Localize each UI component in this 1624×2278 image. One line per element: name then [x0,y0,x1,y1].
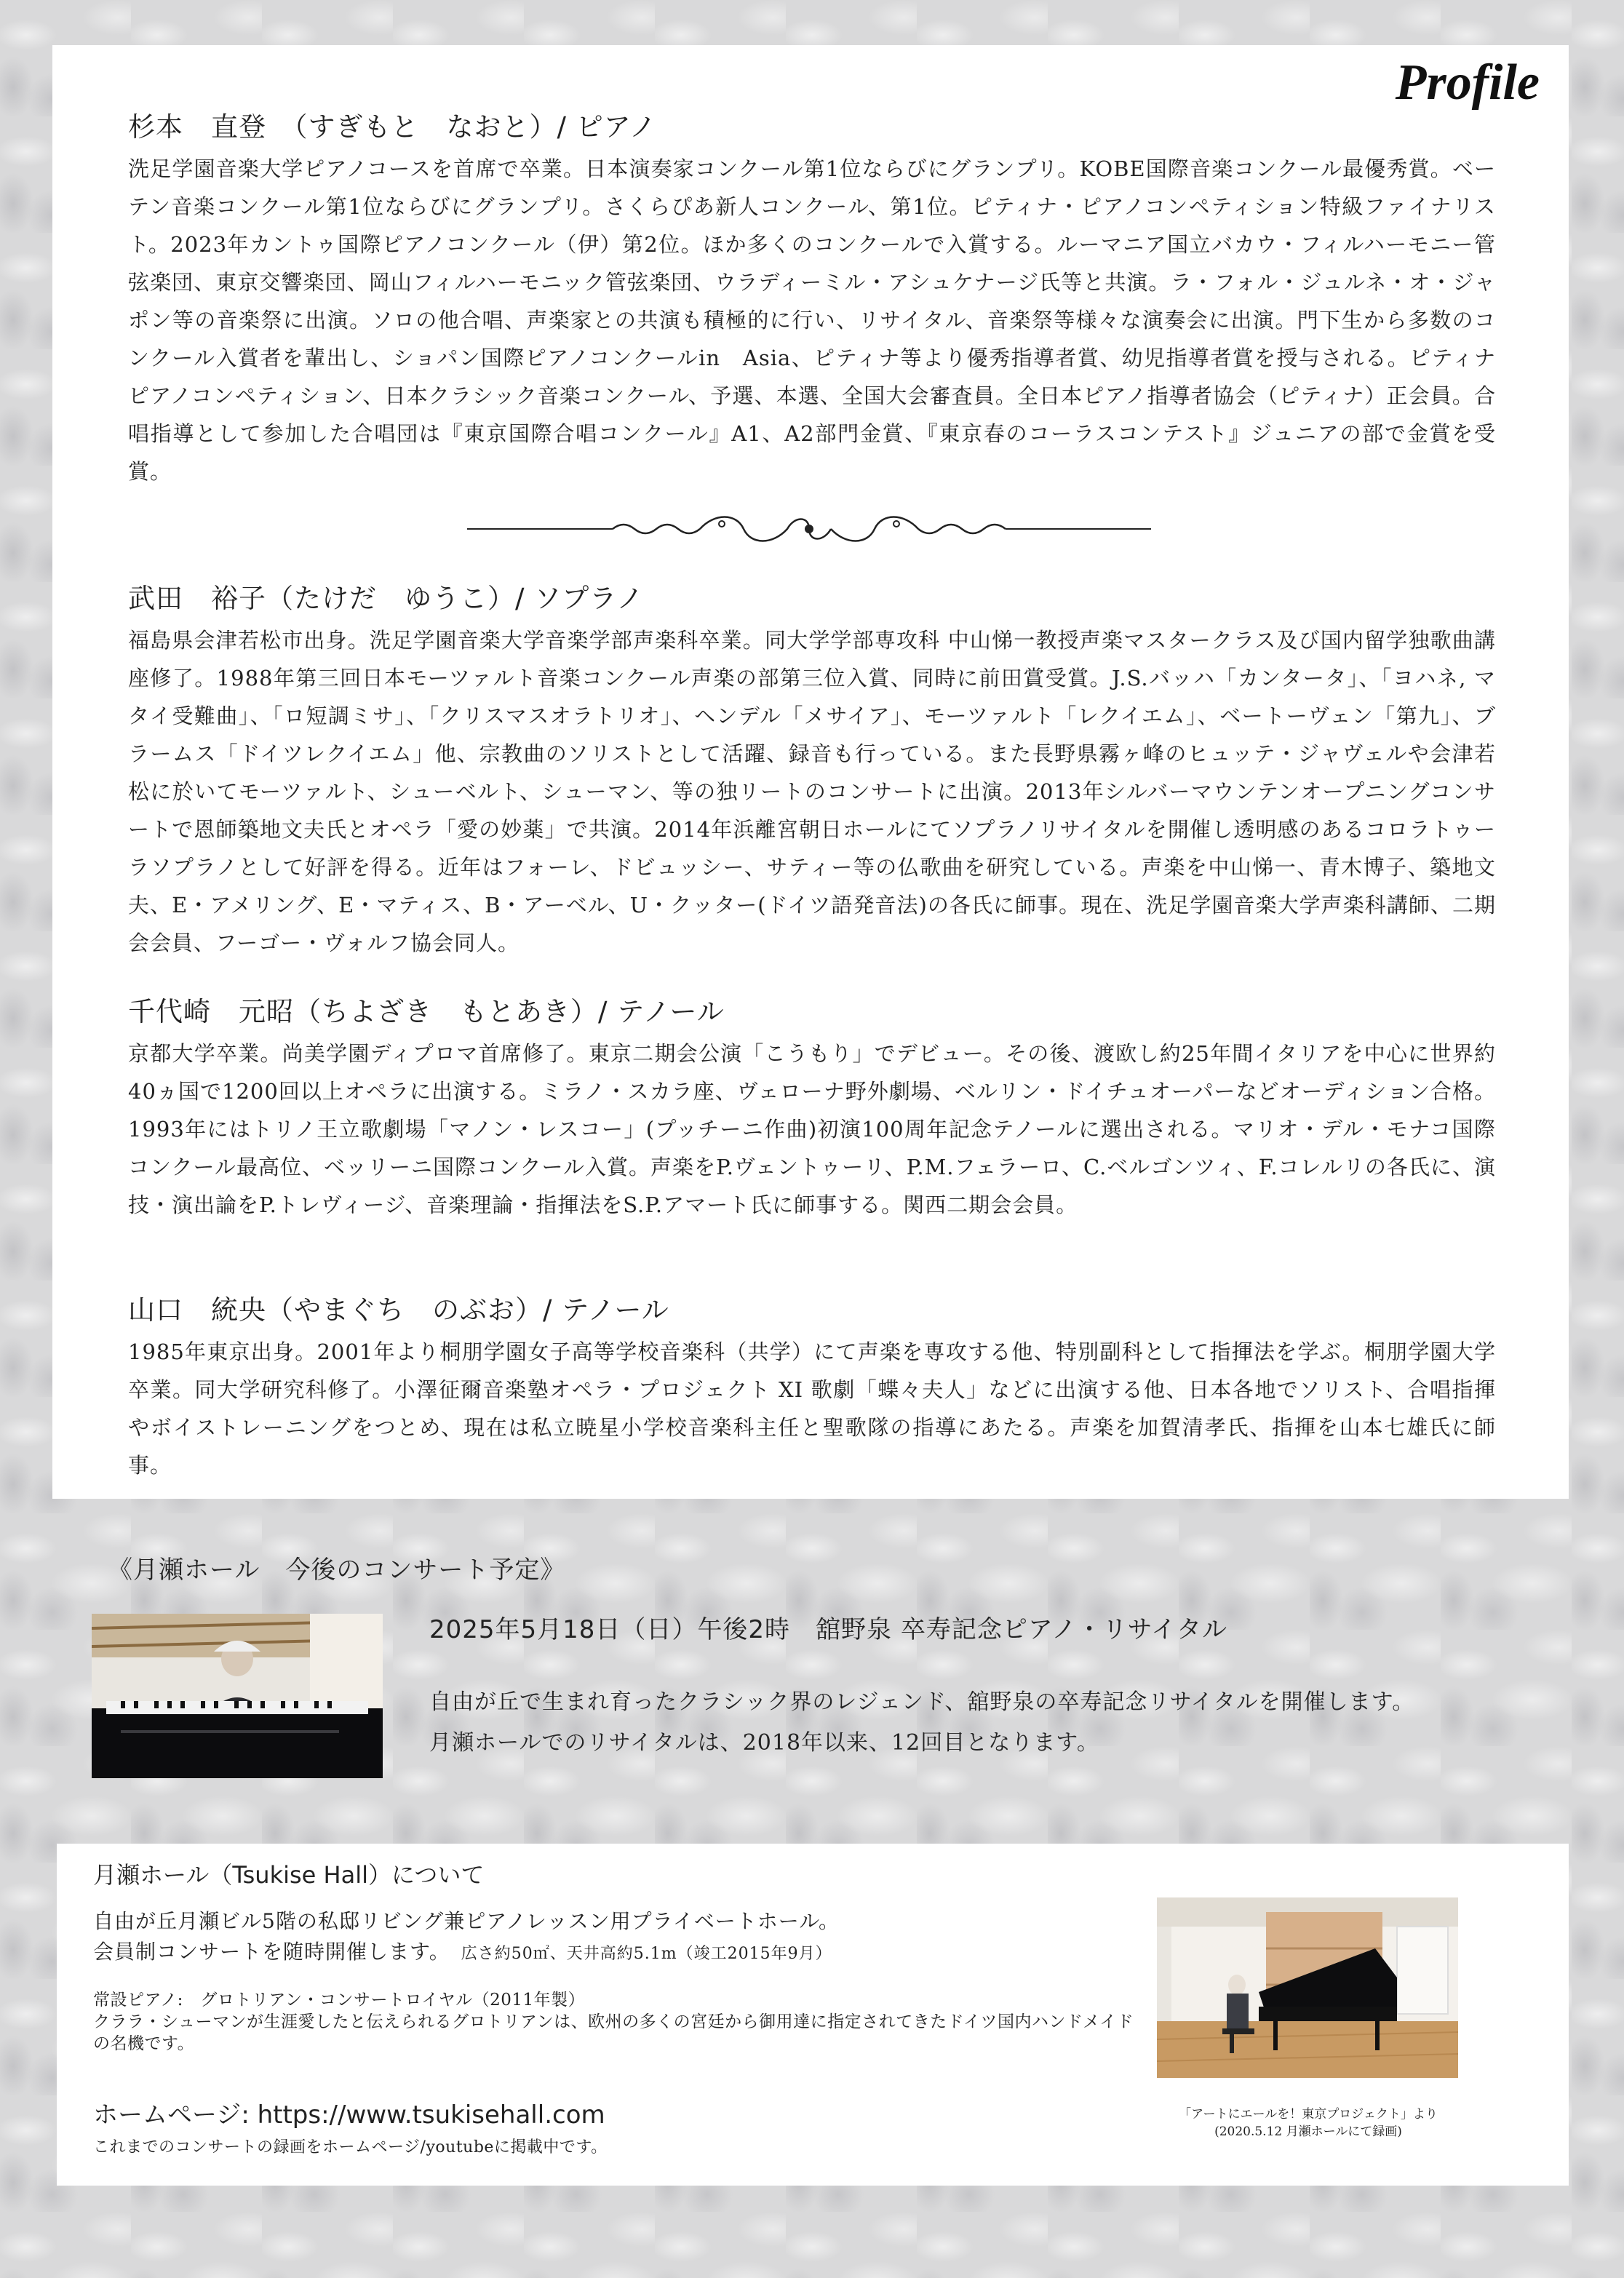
pianist-photo [92,1614,383,1778]
person-bio: 1985年東京出身。2001年より桐朋学園女子高等学校音楽科（共学）にて声楽を専攻する他、特別副科として指揮法を学ぶ。桐朋学園大学卒業。同大学研究科修了。小澤征爾音楽塾オペラ・プロジェクト XI 歌劇「蝶々夫人」などに出演する他、日本各地でソリスト、合唱指揮やボイストレーニングをつとめ、現在は私立暁星小学校音楽科主任と聖歌隊の指導にあたる。声楽を加賀清孝氏、指揮を山本七雄氏に師事。 [128,1339,1496,1478]
piano-name: 常設ピアノ: グロトリアン・コンサートロイヤル（2011年製） [93,1991,586,2010]
schedule-heading: 《月瀬ホール 今後のコンサート予定》 [108,1556,566,1585]
hall-photo-caption [1134,2106,1483,2140]
hall-desc-line: 自由が丘月瀬ビル5階の私邸リビング兼ピアノレッスン用プライベートホール。 [93,1909,840,1933]
recording-note: これまでのコンサートの録画をホームページ/youtubeに掲載中です。 [93,2138,608,2156]
homepage-link[interactable]: ホームページ: https://www.tsukisehall.com [93,2100,605,2130]
profile-takeda [128,576,1496,962]
person-name: 千代崎 元昭（ちよざき もとあき）/ テノール [128,996,725,1027]
concert-title: 2025年5月18日（日）午後2時 舘野泉 卒寿記念ピアノ・リサイタル [429,1615,1228,1644]
profile-sugimoto [128,105,1496,490]
piano-description: クララ・シューマンが生涯愛したと伝えられるグロトリアンは、欧州の多くの宮廷から御用達に指定されてきたドイツ国内ハンドメイドの名機です。 [93,2012,1134,2053]
hall-desc-text: 会員制コンサートを随時開催します。 [93,1940,440,1964]
concert-description [429,1682,1414,1764]
person-bio: 洗足学園音楽大学ピアノコースを首席で卒業。日本演奏家コンクール第1位ならびにグランプリ。KOBE国際音楽コンクール最優秀賞。ベーテン音楽コンクール第1位ならびにグランプリ。さくらぴあ新人コンクール、第1位。ピティナ・ピアノコンペティション特級ファイナリスト。2023年カントゥ国際ピアノコンクール（伊）第2位。ほか多くのコンクールで入賞する。ルーマニア国立バカウ・フィルハーモニー管弦楽団、東京交響楽団、岡山フィルハーモニック管弦楽団、ウラディーミル・アシュケナージ氏等と共演。ラ・フォル・ジュルネ・オ・ジャポン等の音楽祭に出演。ソロの他合唱、声楽家との共演も積極的に行い、リサイタル、音楽祭等様々な演奏会に出演。門下生から多数のコンクール入賞者を輩出し、ショパン国際ピアノコンクールin Asia、ピティナ等より優秀指導者賞、幼児指導者賞を授与される。ピティナピアノコンペティション、日本クラシック音楽コンクール、予選、本選、全国大会審査員。全日本ピアノ指導者協会（ピティナ）正会員。合唱指導として参加した合唱団は『東京国際合唱コンクール』A1、A2部門金賞、『東京春のコーラスコンテスト』ジュニアの部で金賞を受賞。 [128,156,1496,484]
person-name: 山口 統央（やまぐち のぶお）/ テノール [128,1294,669,1326]
profile-yamaguchi [128,1288,1496,1484]
profile-chiyozaki [128,989,1496,1224]
profile-title: Profile [1395,55,1540,111]
profile-panel [52,45,1569,1499]
person-name: 武田 裕子（たけだ ゆうこ）/ ソプラノ [128,583,645,614]
caption-line: 「アートにエールを！東京プロジェクト」より [1179,2107,1438,2122]
hall-description [93,1906,840,1970]
caption-line: (2020.5.12 月瀬ホールにて録画) [1214,2124,1402,2139]
person-name: 杉本 直登 （すぎもと なおと）/ ピアノ [128,111,657,143]
concert-desc-line: 月瀬ホールでのリサイタルは、2018年以来、12回目となります。 [429,1730,1099,1756]
hall-desc-line [93,1937,840,1970]
hall-panel [57,1844,1569,2186]
concert-desc-line: 自由が丘で生まれ育ったクラシック界のレジェンド、舘野泉の卒寿記念リサイタルを開催します。 [429,1689,1415,1715]
person-bio: 京都大学卒業。尚美学園ディプロマ首席修了。東京二期会公演「こうもり」でデビュー。その後、渡欧し約25年間イタリアを中心に世界約40ヵ国で1200回以上オペラに出演する。ミラノ・スカラ座、ヴェローナ野外劇場、ベルリン・ドイチュオーパーなどオーディション合格。1993年にはトリノ王立歌劇場「マノン・レスコー」(プッチーニ作曲)初演100周年記念テノールに選出される。マリオ・デル・モナコ国際コンクール最高位、ベッリーニ国際コンクール入賞。声楽をP.ヴェントゥーリ、P.M.フェラーロ、C.ベルゴンツィ、F.コレルリの各氏に、演技・演出論をP.トレヴィージ、音楽理論・指揮法をS.P.アマート氏に師事する。関西二期会会員。 [128,1041,1496,1217]
ornament-divider [467,511,1151,547]
hall-photo [1157,1897,1458,2078]
hall-heading: 月瀬ホール（Tsukise Hall）について [93,1861,485,1889]
hall-piano-info [93,1989,1148,2055]
person-bio: 福島県会津若松市出身。洗足学園音楽大学音楽学部声楽科卒業。同大学学部専攻科 中山悌一教授声楽マスタークラス及び国内留学独歌曲講座修了。1988年第三回日本モーツァルト音楽コンクール声楽の部第三位入賞、同時に前田賞受賞。J.S.バッハ「カンタータ」、「ヨハネ, マタイ受難曲」、「ロ短調ミサ」、「クリスマスオラトリオ」、ヘンデル「メサイア」、モーツァルト「レクイエム」、ベートーヴェン「第九」、ブラームス「ドイツレクイエム」他、宗教曲のソリストとして活躍、録音も行っている。また長野県霧ヶ峰のヒュッテ・ジャヴェルや会津若松に於いてモーツァルト、シューベルト、シューマン、等の独リートのコンサートに出演。2013年シルバーマウンテンオープニングコンサートで恩師築地文夫氏とオペラ「愛の妙薬」で共演。2014年浜離宮朝日ホールにてソプラノリサイタルを開催し透明感のあるコロラトゥーラソプラノとして好評を得る。近年はフォーレ、ドビュッシー、サティー等の仏歌曲を研究している。声楽を中山悌一、青木博子、築地文夫、E・アメリング、E・マティス、B・アーベル、U・クッター(ドイツ語発音法)の各氏に師事。現在、洗足学園音楽大学声楽科講師、二期会会員、フーゴー・ヴォルフ協会同人。 [128,628,1496,955]
hall-spec: 広さ約50㎡、天井高約5.1m（竣工2015年9月） [461,1945,832,1963]
